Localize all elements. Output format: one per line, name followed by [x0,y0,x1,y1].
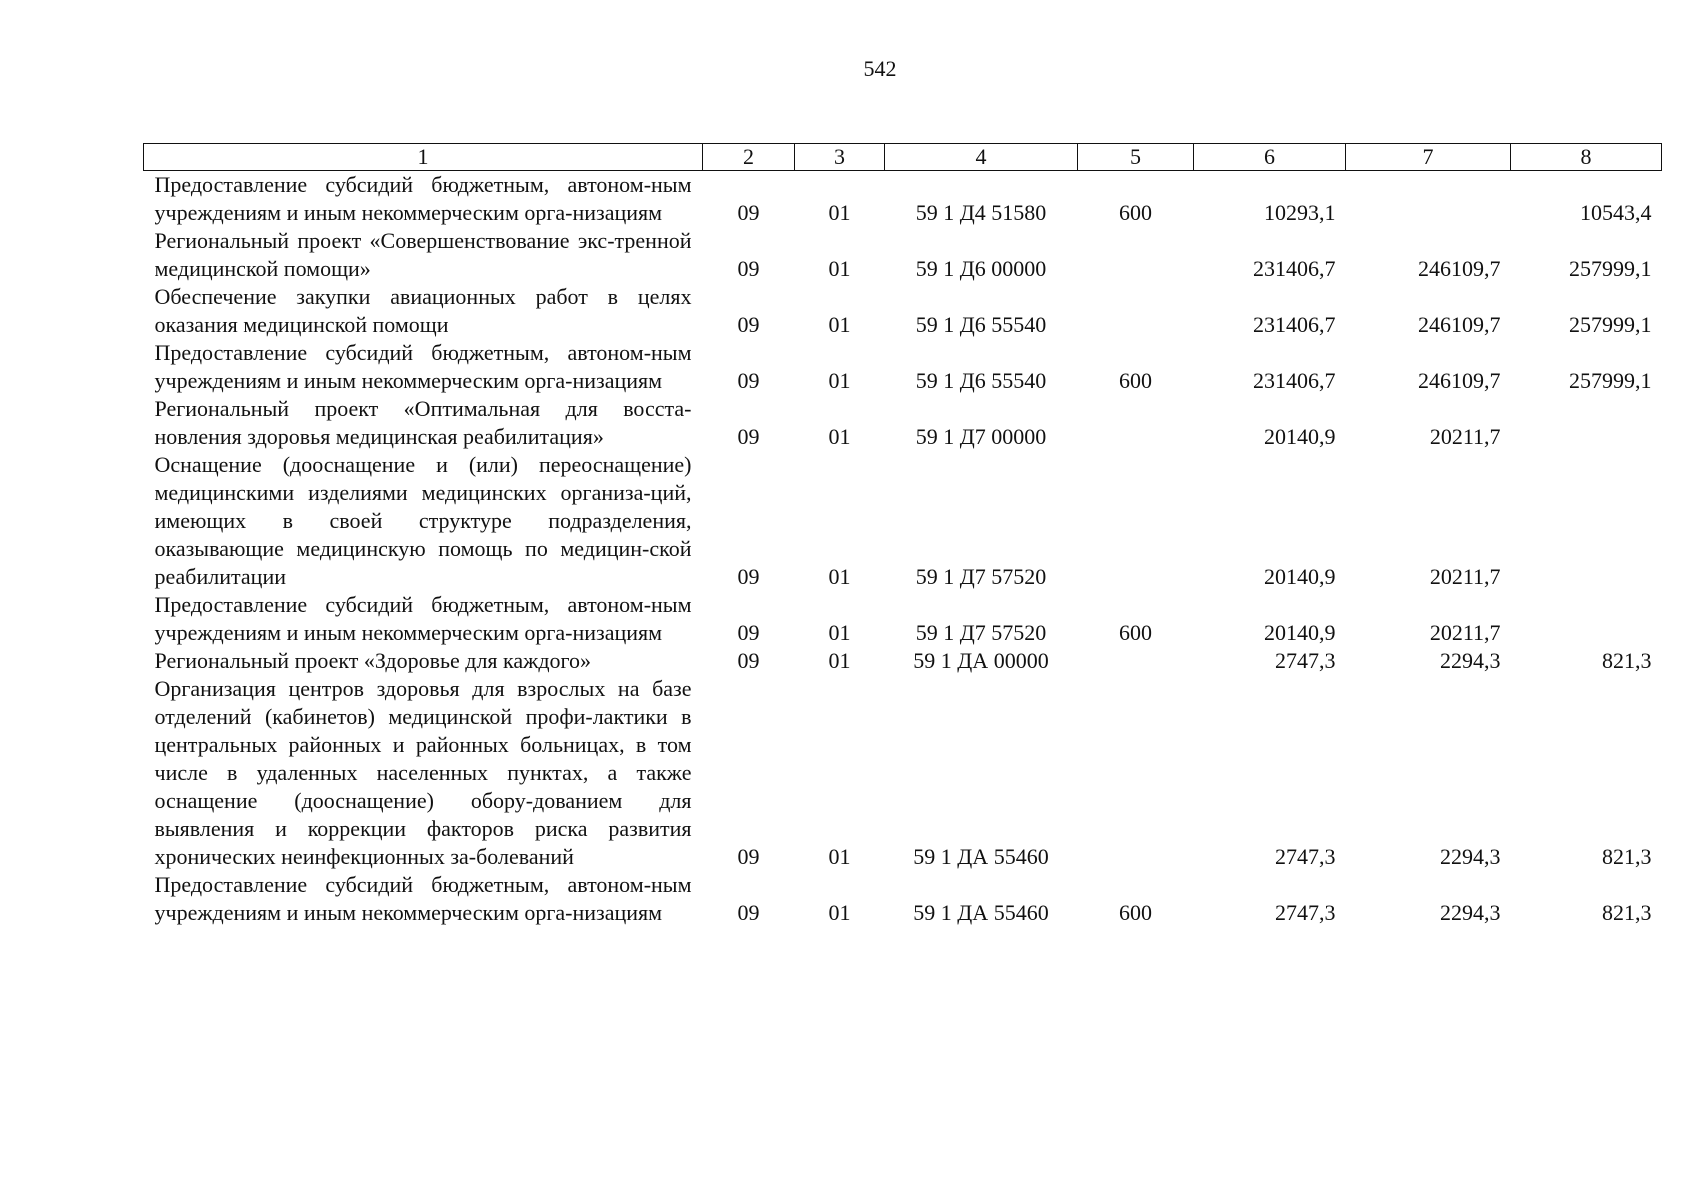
row-amount-col7: 246109,7 [1418,312,1501,337]
page-number: 542 [863,56,897,81]
row-amount-col8 [1511,451,1662,591]
budget-table [143,143,1662,927]
col-header-1: 1 [144,144,703,171]
row-section: 09 [737,368,760,393]
table-row [144,283,1662,339]
row-amount-col8: 821,3 [1602,648,1652,673]
row-section: 09 [737,900,760,925]
col-header-5: 5 [1078,144,1194,171]
row-expense-type: 600 [1119,620,1152,645]
row-subsection: 01 [828,900,851,925]
row-amount-col8: 821,3 [1602,900,1652,925]
row-amount-col7: 20211,7 [1429,620,1501,645]
row-name: Региональный проект «Совершенствование экс-тренной медицинской помощи» [154,228,692,281]
row-expense-type [1078,675,1194,871]
row-expense-type [1078,451,1194,591]
row-subsection: 01 [828,564,851,589]
row-target-code: 59 1 ДА 55460 [913,844,1049,869]
row-name: Предоставление субсидий бюджетным, автоном-ным учреждениям и иным некоммерческим орга-низациям [154,592,692,645]
table-header-row [144,144,1662,171]
row-target-code: 59 1 ДА 00000 [913,648,1049,673]
row-amount-col8 [1511,395,1662,451]
row-subsection: 01 [828,648,851,673]
row-subsection: 01 [828,312,851,337]
row-target-code: 59 1 Д6 55540 [915,368,1047,393]
row-amount-col6: 2747,3 [1275,844,1336,869]
row-expense-type: 600 [1119,900,1152,925]
row-expense-type [1078,395,1194,451]
row-expense-type [1078,647,1194,675]
row-target-code: 59 1 ДА 55460 [913,900,1049,925]
row-name: Региональный проект «Оптимальная для восста-новления здоровья медицинская реабилитация» [154,396,692,449]
col-header-8: 8 [1511,144,1662,171]
table-row [144,871,1662,927]
row-subsection: 01 [828,844,851,869]
row-subsection: 01 [828,368,851,393]
row-section: 09 [737,564,760,589]
table-row [144,647,1662,675]
col-header-6: 6 [1194,144,1346,171]
row-expense-type [1078,227,1194,283]
table-row [144,395,1662,451]
row-amount-col8 [1511,591,1662,647]
col-header-4: 4 [885,144,1078,171]
row-amount-col6: 20140,9 [1264,620,1336,645]
row-subsection: 01 [828,256,851,281]
row-section: 09 [737,844,760,869]
row-amount-col8: 257999,1 [1569,312,1652,337]
row-amount-col6: 2747,3 [1275,900,1336,925]
col-header-7: 7 [1346,144,1511,171]
row-amount-col7: 2294,3 [1440,648,1501,673]
row-amount-col6: 20140,9 [1264,564,1336,589]
row-amount-col7: 2294,3 [1440,844,1501,869]
col-header-3: 3 [795,144,885,171]
row-target-code: 59 1 Д4 51580 [915,200,1047,225]
table-row [144,451,1662,591]
row-amount-col7: 246109,7 [1418,256,1501,281]
row-expense-type: 600 [1119,200,1152,225]
row-amount-col7: 20211,7 [1429,564,1501,589]
row-amount-col6: 2747,3 [1275,648,1336,673]
row-name: Предоставление субсидий бюджетным, автоном-ным учреждениям и иным некоммерческим орга-низациям [154,872,692,925]
row-name: Региональный проект «Здоровье для каждого» [154,648,592,673]
row-subsection: 01 [828,200,851,225]
row-amount-col8: 821,3 [1602,844,1652,869]
row-target-code: 59 1 Д7 00000 [915,424,1047,449]
row-amount-col6: 231406,7 [1253,256,1336,281]
row-amount-col7 [1346,171,1511,228]
row-section: 09 [737,256,760,281]
table-row [144,675,1662,871]
row-amount-col6: 231406,7 [1253,312,1336,337]
row-section: 09 [737,424,760,449]
table-body [144,171,1662,928]
table-row [144,339,1662,395]
row-amount-col7: 2294,3 [1440,900,1501,925]
row-name: Обеспечение закупки авиационных работ в целях оказания медицинской помощи [154,284,692,337]
row-amount-col7: 246109,7 [1418,368,1501,393]
row-amount-col8: 257999,1 [1569,256,1652,281]
row-target-code: 59 1 Д6 00000 [915,256,1047,281]
row-expense-type [1078,283,1194,339]
table-row [144,591,1662,647]
row-section: 09 [737,312,760,337]
row-amount-col6: 10293,1 [1264,200,1336,225]
row-name: Организация центров здоровья для взрослых на базе отделений (кабинетов) медицинской профи-лактики в центральных районных и районных больницах, в том числе в удаленных населенных пунктах, а также оснащение (дооснащение) обору-дованием для выявления и коррекции факторов риска развития хронических неинфекционных за-болеваний [154,676,692,869]
table-row [144,227,1662,283]
row-name: Предоставление субсидий бюджетным, автоном-ным учреждениям и иным некоммерческим орга-низациям [154,340,692,393]
row-target-code: 59 1 Д7 57520 [915,564,1047,589]
col-header-2: 2 [703,144,795,171]
table-row [144,171,1662,228]
row-section: 09 [737,648,760,673]
row-expense-type: 600 [1119,368,1152,393]
row-section: 09 [737,620,760,645]
row-amount-col6: 20140,9 [1264,424,1336,449]
row-name: Оснащение (дооснащение и (или) переоснащение) медицинскими изделиями медицинских организа-ций, имеющих в своей структуре подразделения, оказывающие медицинскую помощь по медицин-ской реабилитации [154,452,692,589]
row-amount-col6: 231406,7 [1253,368,1336,393]
row-amount-col8: 257999,1 [1569,368,1652,393]
row-subsection: 01 [828,620,851,645]
row-name: Предоставление субсидий бюджетным, автоном-ным учреждениям и иным некоммерческим орга-низациям [154,172,692,225]
row-target-code: 59 1 Д7 57520 [915,620,1047,645]
row-section: 09 [737,200,760,225]
row-target-code: 59 1 Д6 55540 [915,312,1047,337]
row-amount-col7: 20211,7 [1429,424,1501,449]
row-amount-col8: 10543,4 [1580,200,1652,225]
row-subsection: 01 [828,424,851,449]
